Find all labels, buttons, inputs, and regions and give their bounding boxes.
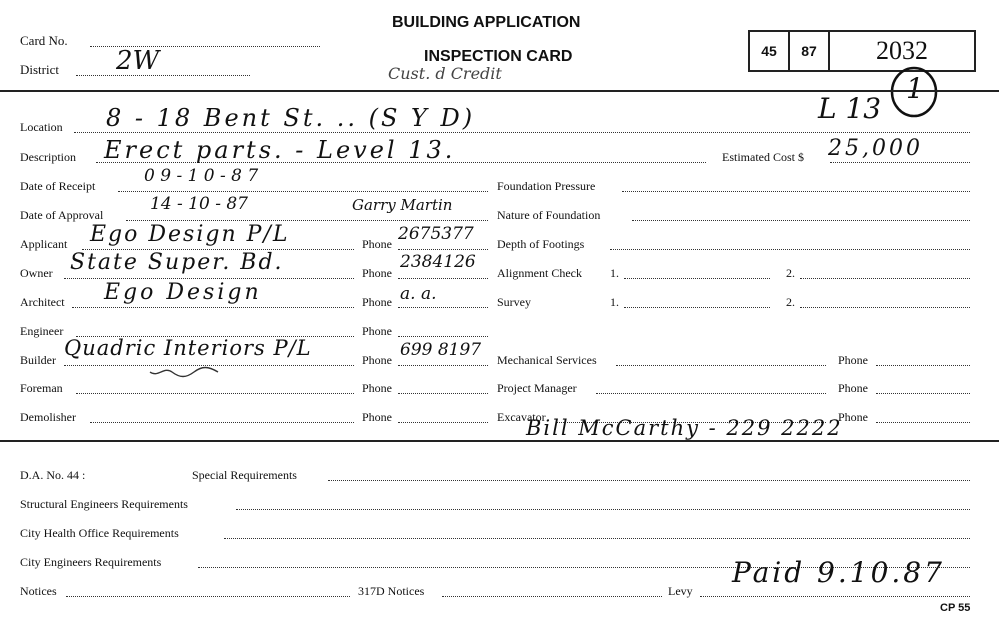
estimated-cost-label: Estimated Cost $ [722,150,804,164]
survey-num2: 2. [786,295,795,309]
mechanical-services-label: Mechanical Services [497,353,597,367]
location-value: 8 - 18 Bent St. .. (S Y D) [106,104,476,132]
pm-phone-label: Phone [838,381,868,395]
date-receipt-label: Date of Receipt [20,179,96,193]
box-a: 45 [750,32,790,70]
architect-phone-label: Phone [362,295,392,309]
builder-phone-value: 699 8197 [400,340,482,360]
notices-317d-line [442,596,662,597]
approval-signature: Garry Martin [352,196,453,214]
project-manager-label: Project Manager [497,381,577,395]
levy-line [700,596,970,597]
alignment-check-label: Alignment Check [497,266,582,280]
header-divider [0,90,999,92]
engineer-phone-label: Phone [362,324,392,338]
builder-phone-label: Phone [362,353,392,367]
alignment-line2 [800,278,970,279]
district-value: 2W [116,46,160,76]
subtitle-handwriting: Cust. d Credit [388,64,502,83]
corner-mark: L 13 [818,92,882,125]
description-value: Erect parts. - Level 13. [104,136,456,164]
applicant-label: Applicant [20,237,68,251]
notices-317d-label: 317D Notices [358,584,425,598]
project-manager-line [596,393,826,394]
demolisher-label: Demolisher [20,410,76,424]
location-line [74,132,970,133]
box-b: 87 [790,32,830,70]
location-label: Location [20,120,63,134]
pm-phone-line [876,393,970,394]
date-receipt-line [118,191,488,192]
alignment-line1 [624,278,770,279]
architect-line [72,307,354,308]
applicant-phone-label: Phone [362,237,392,251]
survey-line2 [800,307,970,308]
district-line [76,75,250,76]
owner-phone-label: Phone [362,266,392,280]
special-requirements-line [328,480,970,481]
engineer-phone-line [398,336,488,337]
nature-foundation-line [632,220,970,221]
depth-footings-line [610,249,970,250]
structural-label: Structural Engineers Requirements [20,497,188,511]
middle-divider [0,440,999,442]
circled-mark: 1 [906,72,924,105]
architect-label: Architect [20,295,65,309]
mechanical-services-line [616,365,826,366]
depth-footings-label: Depth of Footings [497,237,585,251]
owner-line [64,278,354,279]
excavator-label: Excavator [497,410,546,424]
form-title-line1: BUILDING APPLICATION [392,14,581,31]
foreman-phone-label: Phone [362,381,392,395]
notices-line [66,596,350,597]
demolisher-phone-label: Phone [362,410,392,424]
city-health-label: City Health Office Requirements [20,526,179,540]
builder-label: Builder [20,353,56,367]
demolisher-line [90,422,354,423]
description-label: Description [20,150,76,164]
mechanical-phone-label: Phone [838,353,868,367]
applicant-value: Ego Design P/L [90,222,290,247]
applicant-phone-line [398,249,488,250]
notices-label: Notices [20,584,57,598]
builder-value: Quadric Interiors P/L [64,336,312,360]
foundation-pressure-line [622,191,970,192]
estimated-cost-value: 25,000 [828,136,923,161]
excavator-note: Bill McCarthy - 229 2222 [526,416,843,440]
architect-value: Ego Design [104,280,262,305]
card-number: 2032 [876,36,928,65]
card-no-label: Card No. [20,33,68,48]
date-receipt-value: 0 9 - 1 0 - 8 7 [144,166,259,186]
owner-phone-value: 2384126 [400,252,476,272]
estimated-cost-line [830,162,970,163]
city-engineers-label: City Engineers Requirements [20,555,162,569]
excavator-phone-label: Phone [838,410,868,424]
builder-phone-line [398,365,488,366]
architect-phone-line [398,307,488,308]
survey-label: Survey [497,295,531,309]
foreman-label: Foreman [20,381,63,395]
architect-phone-value: a. a. [400,284,437,304]
underline-squiggle-icon [148,366,228,380]
excavator-phone-line [876,422,970,423]
owner-value: State Super. Bd. [70,250,284,275]
form-title-line2: INSPECTION CARD [424,48,573,65]
survey-line1 [624,307,770,308]
alignment-num2: 2. [786,266,795,280]
district-label: District [20,62,59,77]
owner-label: Owner [20,266,53,280]
structural-line [236,509,970,510]
demolisher-phone-line [398,422,488,423]
foreman-phone-line [398,393,488,394]
alignment-num1: 1. [610,266,619,280]
mechanical-phone-line [876,365,970,366]
special-requirements-label: Special Requirements [192,468,297,482]
nature-foundation-label: Nature of Foundation [497,208,601,222]
date-approval-value: 14 - 10 - 87 [150,194,248,214]
engineer-label: Engineer [20,324,64,338]
date-approval-label: Date of Approval [20,208,104,222]
foundation-pressure-label: Foundation Pressure [497,179,596,193]
city-health-line [224,538,970,539]
owner-phone-line [398,278,488,279]
survey-num1: 1. [610,295,619,309]
foreman-line [76,393,354,394]
levy-value: Paid 9.10.87 [732,556,945,589]
da-no-label: D.A. No. 44 : [20,468,86,482]
date-approval-line [126,220,488,221]
levy-label: Levy [668,584,693,598]
form-code: CP 55 [940,602,971,614]
applicant-phone-value: 2675377 [398,224,474,244]
